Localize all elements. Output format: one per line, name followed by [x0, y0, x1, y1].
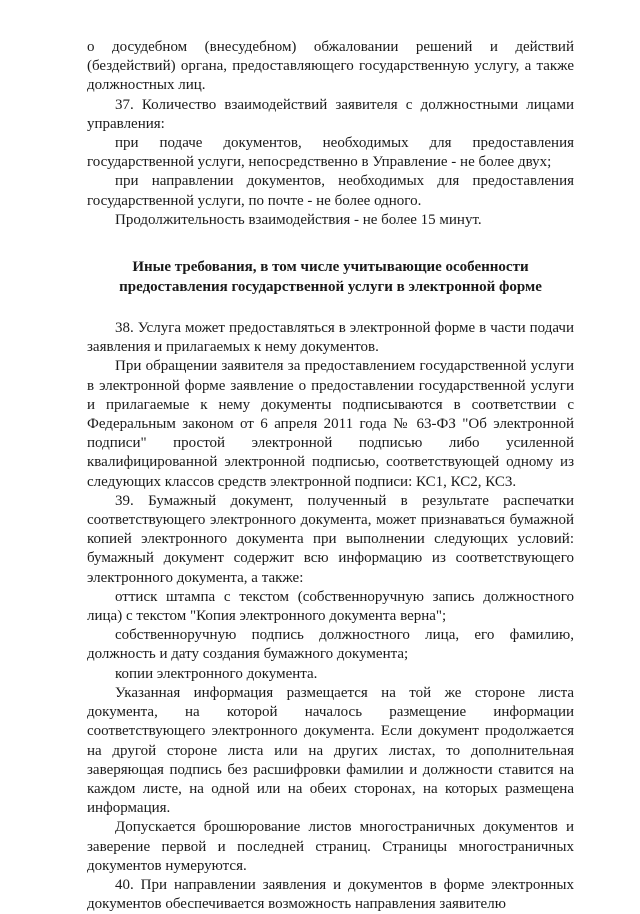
paragraph-signature: собственноручную подпись должностного лица, его фамилию, должность и дату создания бумажного документа; [87, 627, 574, 663]
paragraph-appeal: о досудебном (внесудебном) обжаловании решений и действий (бездействий) органа, предоставляющего государственную услугу, а также должностных лиц. [87, 39, 574, 94]
paragraph-37: 37. Количество взаимодействий заявителя с должностными лицами управления: [87, 96, 574, 132]
heading-line-2: предоставления государственной услуги в электронной форме [119, 278, 542, 295]
section-b [87, 319, 574, 914]
paragraph-placement: Указанная информация размещается на той же стороне листа документа, на которой началось размещение информации соответствующего электронного документа. Если документ продолжается на другой стороне листа или на других листах, то дополнительная заверяющая подпись без расшифровки фамилии и должности ставится на каждом листе, на одной или на обеих сторонах, на которых размещена информация. [87, 684, 574, 817]
heading-line-1: Иные требования, в том числе учитывающие особенности [132, 259, 529, 276]
section-heading [87, 258, 574, 297]
paragraph-38: 38. Услуга может предоставляться в электронной форме в части подачи заявления и прилагаемых к нему документов. [87, 320, 574, 356]
paragraph-duration: Продолжительность взаимодействия - не более 15 минут. [115, 211, 482, 228]
paragraph-39: 39. Бумажный документ, полученный в результате распечатки соответствующего электронного документа, может признаваться бумажной копией электронного документа при выполнении следующих условий: бумажный документ содержит всю информацию из соответствующего электронного документа, а также: [87, 492, 574, 586]
paragraph-40: 40. При направлении заявления и документов в форме электронных документов обеспечивается возможность направления заявителю [87, 876, 574, 913]
paragraph-binding: Допускается брошюрование листов многостраничных документов и заверение первой и последней страниц. Страницы многостраничных документов нумеруются. [87, 819, 574, 874]
paragraph-submission: при подаче документов, необходимых для предоставления государственной услуги, непосредственно в Управление - не более двух; [87, 135, 574, 171]
paragraph-copies: копии электронного документа. [115, 665, 318, 682]
paragraph-mail: при направлении документов, необходимых для предоставления государственной услуги, по почте - не более одного. [87, 173, 574, 209]
paragraph-e-signature: При обращении заявителя за предоставлением государственной услуги в электронной форме заявление о предоставлении государственной услуги и прилагаемые к нему документы подписываются в соответствии с Федеральным законом от 6 апреля 2011 года № 63-ФЗ "Об электронной подписи" простой электронной подписью либо усиленной квалифицированной электронной подписью, соответствующей одному из следующих классов средств электронной подписи: КС1, КС2, КС3. [87, 358, 574, 490]
paragraph-stamp: оттиск штампа с текстом (собственноручную запись должностного лица) с текстом "Копия электронного документа верна"; [87, 588, 574, 625]
section-a [87, 38, 574, 230]
